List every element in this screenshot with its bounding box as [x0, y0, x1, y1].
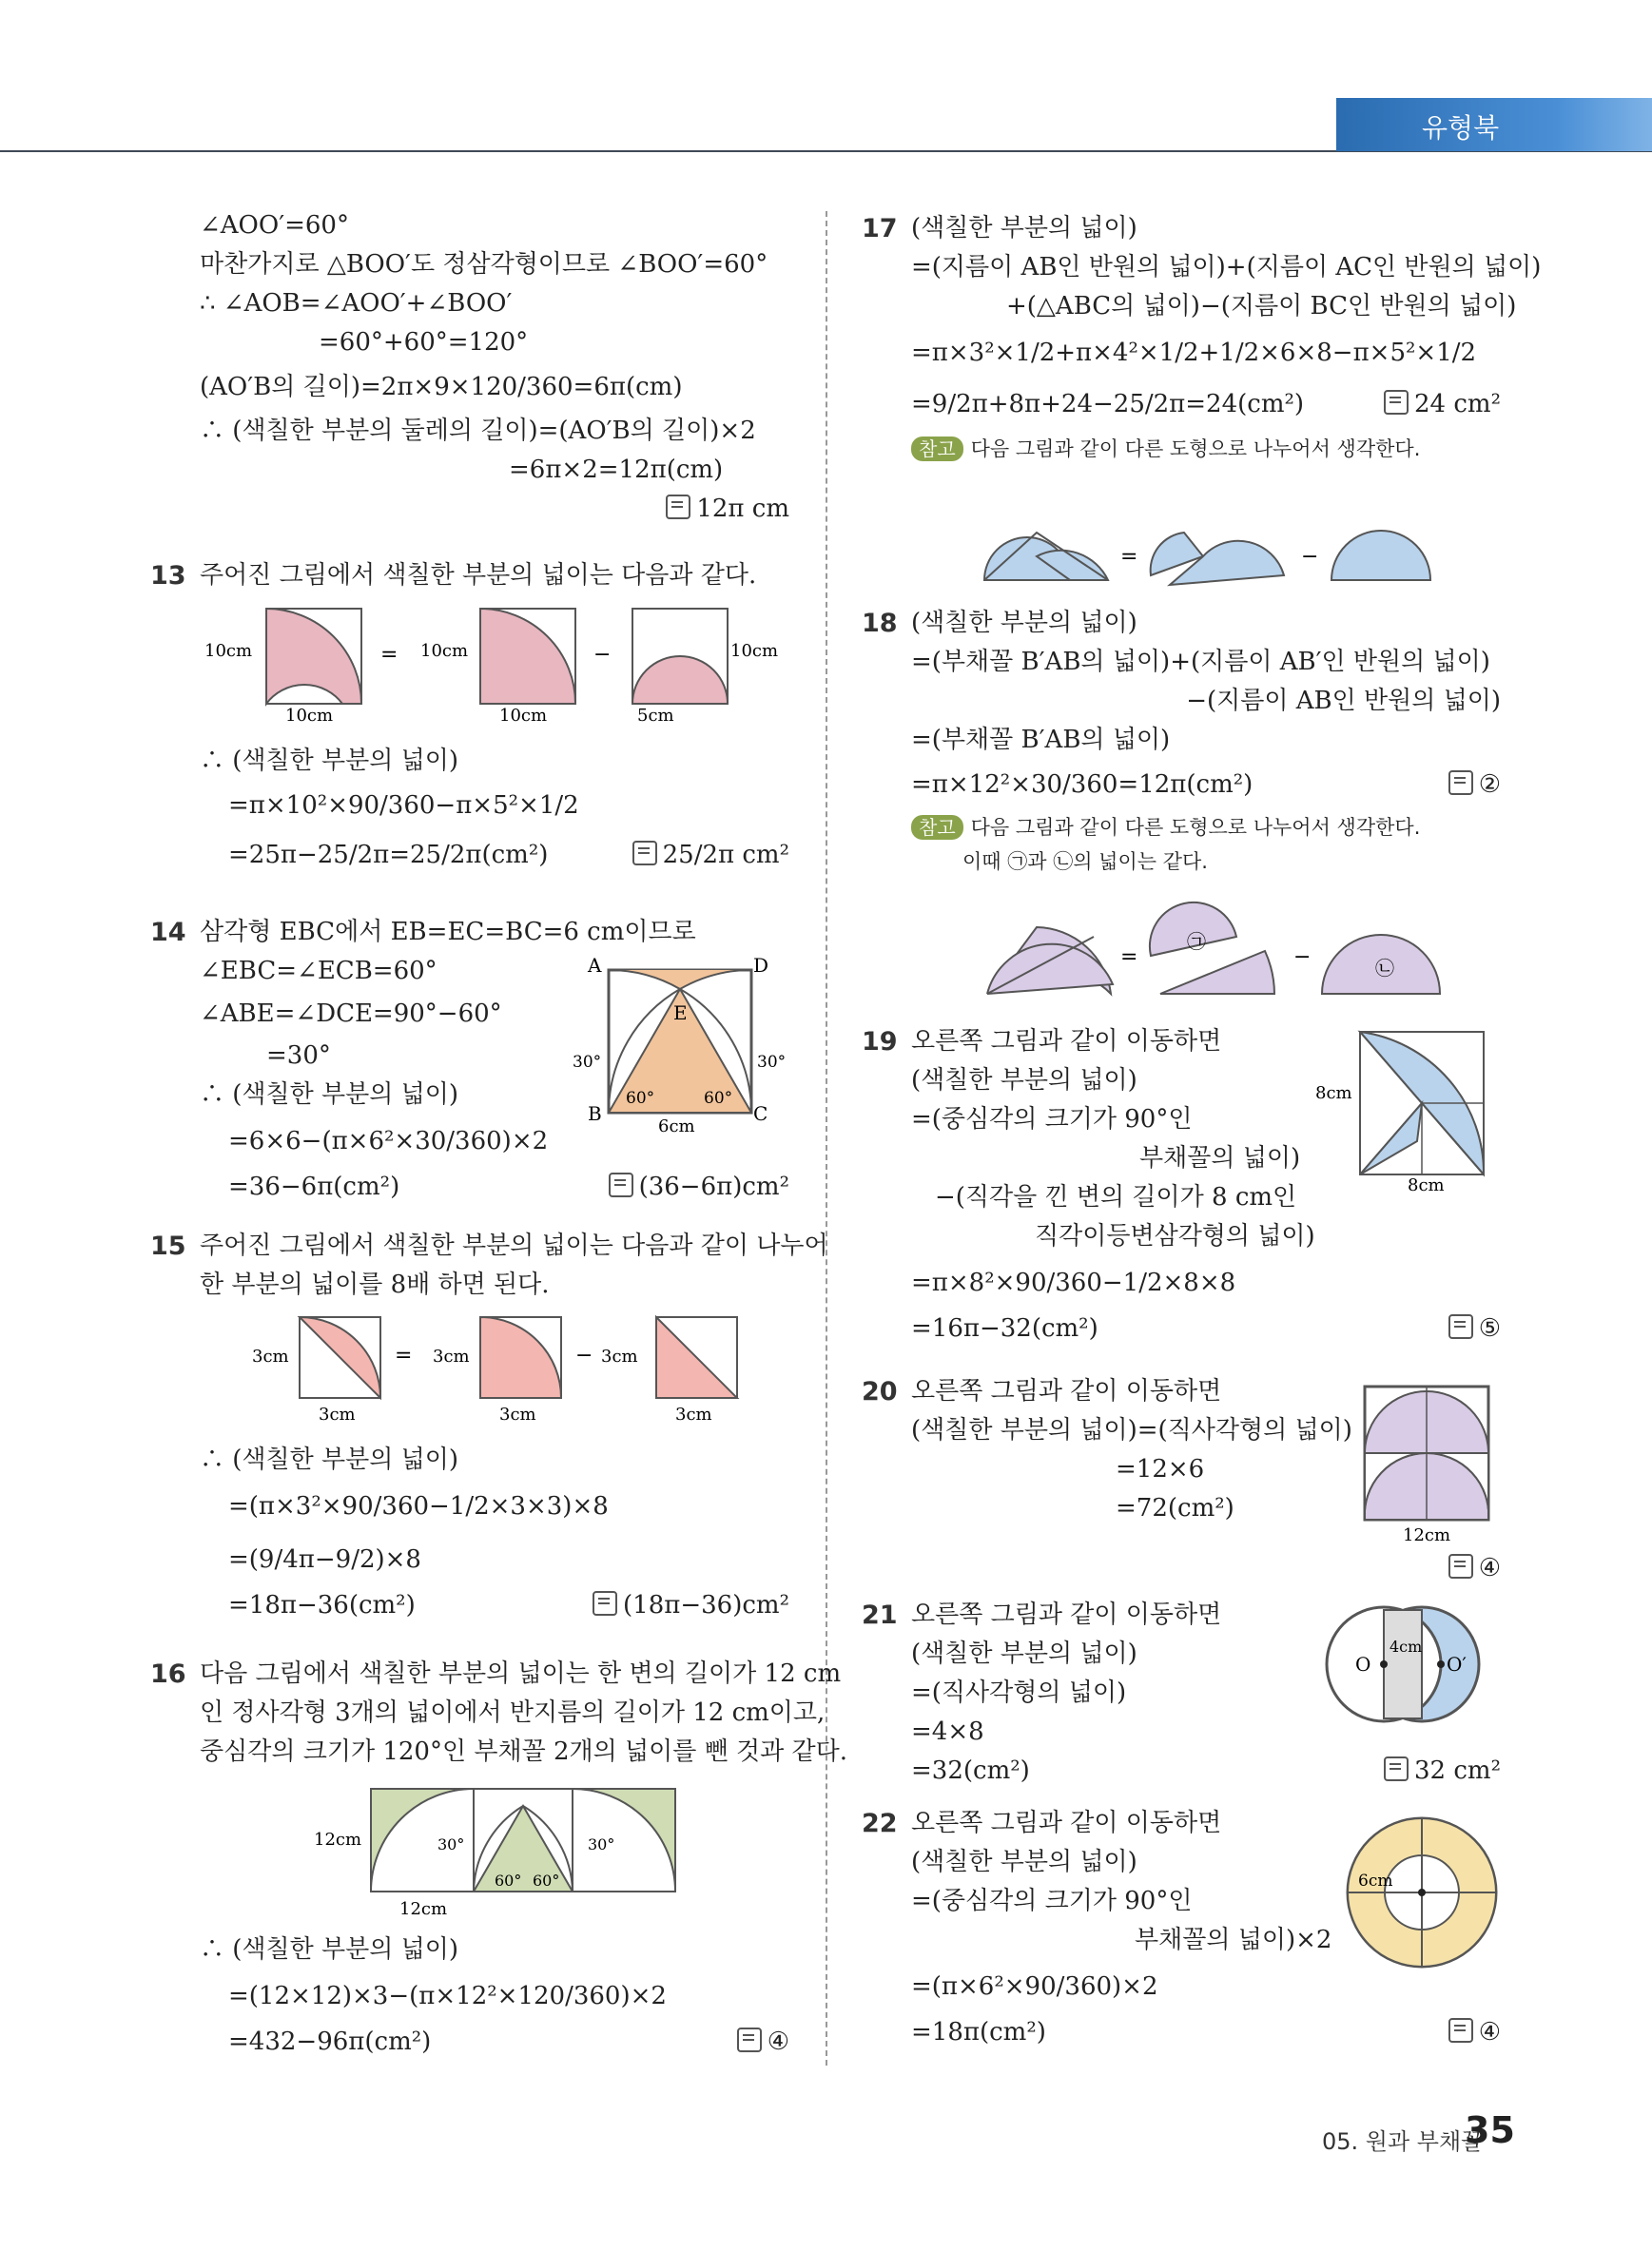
answer-icon — [1448, 1314, 1473, 1339]
problem-15 — [150, 1227, 828, 1305]
line: ∠AOO′=60° — [200, 211, 349, 240]
answer-row — [911, 379, 1501, 429]
line: =60°+60°=120° — [319, 328, 529, 357]
line: =(직사각형의 넓이) — [911, 1679, 1127, 1707]
note-row — [911, 429, 1501, 468]
footer-section: 05. 원과 부채꼴 — [1322, 2128, 1484, 2155]
fig-label: 3cm — [319, 1405, 356, 1425]
answer-row — [911, 1752, 1501, 1791]
fig-label: 6cm — [658, 1116, 695, 1136]
line: 부채꼴의 넓이)×2 — [1135, 1926, 1332, 1954]
line: =(π×6²×90/360)×2 — [911, 1972, 1158, 2001]
fig-label: 6cm — [1358, 1872, 1393, 1891]
line: =(부채꼴 B′AB의 넓이)+(지름이 AB′인 반원의 넓이) — [911, 648, 1490, 676]
line: =12×6 — [1116, 1455, 1205, 1484]
answer — [593, 1586, 789, 1625]
fig-label: 30° — [573, 1053, 602, 1072]
line: 오른쪽 그림과 같이 이동하면 — [911, 1601, 1222, 1629]
figure-16 — [304, 1783, 704, 1921]
fig-label: 12cm — [314, 1830, 362, 1850]
line: 인 정사각형 3개의 넓이에서 반지름의 길이가 12 cm이고, — [200, 1698, 826, 1727]
line: =32(cm²) — [911, 1756, 1030, 1785]
fig15-square-2 — [480, 1317, 561, 1398]
problem-18 — [862, 604, 1501, 878]
line: ∴ (색칠한 부분의 넓이) — [200, 1446, 459, 1474]
fig-label: = — [1120, 545, 1138, 569]
line: =(중심각의 크기가 90°인 — [911, 1105, 1193, 1134]
problem-17 — [862, 209, 1542, 468]
answer-text: ② — [1478, 770, 1501, 799]
fig-label: 3cm — [433, 1347, 470, 1367]
line: −(직각을 낀 변의 길이가 8 cm인 — [935, 1183, 1297, 1212]
line: =π×3²×1/2+π×4²×1/2+1/2×6×8−π×5²×1/2 — [911, 339, 1477, 367]
fig-label: 30° — [588, 1835, 615, 1853]
note-row — [911, 809, 1501, 844]
problem-number: 20 — [862, 1377, 898, 1407]
answer-row — [911, 1549, 1501, 1588]
line: =6π×2=12π(cm) — [509, 456, 724, 484]
answer-text: ④ — [767, 2028, 789, 2056]
figure-18 — [980, 899, 1446, 1008]
line: (색칠한 부분의 넓이) — [911, 214, 1137, 243]
answer-text: (36−6π)cm² — [638, 1173, 789, 1201]
line: (색칠한 부분의 넓이) — [911, 1066, 1137, 1095]
line: =18π−36(cm²) — [228, 1591, 416, 1620]
fig-label: 30° — [757, 1053, 787, 1072]
line: (AO′B의 길이)=2π×9×120/360=6π(cm) — [200, 373, 683, 401]
answer-row — [200, 490, 789, 529]
section-tab — [1336, 98, 1652, 151]
fig-label: 12cm — [1403, 1525, 1451, 1545]
fig-label: ㉠ — [1187, 930, 1206, 953]
answer-icon — [1384, 1756, 1409, 1781]
fig-label: A — [588, 954, 602, 977]
fig-label: B — [588, 1102, 602, 1125]
line: =9/2π+8π+24−25/2π=24(cm²) — [911, 390, 1305, 418]
answer — [1384, 379, 1501, 429]
fig-label: 4cm — [1390, 1638, 1423, 1656]
answer-row — [911, 760, 1501, 809]
answer-icon — [1384, 390, 1409, 415]
answer-text: ⑤ — [1478, 1314, 1501, 1343]
fig-label: E — [673, 1001, 688, 1024]
line: =(중심각의 크기가 90°인 — [911, 1887, 1193, 1915]
fig-label: = — [395, 1344, 413, 1368]
fig-label: ㉡ — [1375, 957, 1394, 980]
answer-text: 12π cm — [696, 495, 789, 523]
fig-label: 12cm — [399, 1899, 448, 1919]
answer-icon — [632, 841, 657, 865]
answer-text: 24 cm² — [1414, 390, 1501, 418]
note-text: 다음 그림과 같이 다른 도형으로 나누어서 생각한다. — [970, 437, 1421, 460]
fig-label: 3cm — [252, 1347, 289, 1367]
line: =(9/4π−9/2)×8 — [228, 1545, 421, 1574]
section-tab-label: 유형북 — [1422, 112, 1500, 144]
answer — [737, 2023, 789, 2062]
line: ∴ ∠AOB=∠AOO′+∠BOO′ — [200, 289, 513, 318]
fig-label: − — [1301, 545, 1319, 569]
fig-label: 3cm — [601, 1347, 638, 1367]
answer-row — [200, 2023, 789, 2062]
line: 부채꼴의 넓이) — [1139, 1144, 1301, 1173]
fig15-square-3 — [656, 1317, 737, 1398]
answer — [1448, 1549, 1501, 1588]
answer-icon — [666, 495, 690, 519]
fig15-square-1 — [300, 1317, 380, 1398]
problem-number: 21 — [862, 1601, 898, 1630]
line: (색칠한 부분의 넓이)=(직사각형의 넓이) — [911, 1416, 1352, 1445]
line: =π×12²×30/360=12π(cm²) — [911, 770, 1254, 799]
problem-16 — [150, 1655, 847, 1772]
note-tag: 참고 — [911, 437, 963, 461]
line: =(π×3²×90/360−1/2×3×3)×8 — [228, 1492, 609, 1521]
fig-label: 8cm — [1315, 1083, 1352, 1103]
fig-label: = — [380, 643, 398, 667]
line: +(△ABC의 넓이)−(지름이 BC인 반원의 넓이) — [1006, 292, 1517, 320]
problem-number: 22 — [862, 1809, 898, 1838]
line: −(지름이 AB인 반원의 넓이) — [1186, 687, 1501, 715]
line: (색칠한 부분의 넓이) — [911, 1640, 1137, 1668]
fig-label: O′ — [1447, 1653, 1467, 1676]
fig-label: 3cm — [499, 1405, 536, 1425]
problem-15-solution — [200, 1441, 789, 1625]
line: ∴ (색칠한 부분의 넓이) — [200, 1080, 459, 1109]
line: =72(cm²) — [1116, 1494, 1234, 1523]
problem-number: 17 — [862, 214, 898, 243]
answer-icon — [1448, 2018, 1473, 2043]
fig-label: 60° — [533, 1872, 560, 1890]
line: 직각이등변삼각형의 넓이) — [1035, 1222, 1315, 1251]
fig-label: = — [1120, 945, 1138, 969]
answer-row — [200, 1168, 789, 1207]
line: =16π−32(cm²) — [911, 1314, 1098, 1343]
line: =(부채꼴 B′AB의 넓이) — [911, 726, 1171, 754]
fig-label: − — [1293, 945, 1312, 969]
line: =(지름이 AB인 반원의 넓이)+(지름이 AC인 반원의 넓이) — [911, 253, 1542, 281]
line: ∠EBC=∠ECB=60° — [200, 957, 437, 985]
line: 오른쪽 그림과 같이 이동하면 — [911, 1809, 1222, 1837]
answer-text: 25/2π cm² — [662, 841, 789, 869]
fig-label: 10cm — [420, 641, 469, 661]
fig-label: 3cm — [675, 1405, 712, 1425]
fig-label: − — [575, 1344, 593, 1368]
fig13-square-3 — [632, 609, 728, 704]
line: 삼각형 EBC에서 EB=EC=BC=6 cm이므로 — [200, 918, 696, 946]
fig-label: 8cm — [1408, 1175, 1445, 1195]
line: ∴ (색칠한 부분의 넓이) — [200, 1935, 459, 1964]
fig-label: C — [753, 1102, 768, 1125]
problem-number: 19 — [862, 1027, 898, 1057]
answer-icon — [737, 2028, 762, 2052]
answer-text: 32 cm² — [1414, 1756, 1501, 1785]
answer — [666, 490, 789, 529]
problem-number: 16 — [150, 1659, 186, 1689]
figure-20 — [1351, 1377, 1503, 1548]
problem-13-solution — [200, 742, 789, 880]
line: =π×10²×90/360−π×5²×1/2 — [228, 791, 579, 820]
fig-label: 10cm — [204, 641, 253, 661]
answer-text: (18π−36)cm² — [623, 1591, 789, 1620]
line: 오른쪽 그림과 같이 이동하면 — [911, 1027, 1222, 1056]
answer-icon — [609, 1173, 633, 1197]
line: ∴ (색칠한 부분의 넓이) — [200, 747, 459, 775]
page-number: 35 — [1465, 2109, 1515, 2151]
fig-label: 10cm — [285, 706, 334, 726]
figure-19 — [1312, 1027, 1503, 1198]
answer-text: ④ — [1478, 2018, 1501, 2047]
line: 오른쪽 그림과 같이 이동하면 — [911, 1377, 1222, 1406]
fig-label: − — [593, 643, 612, 667]
fig-label: D — [753, 954, 769, 977]
fig-label: 10cm — [730, 641, 779, 661]
fig-label: 60° — [495, 1872, 522, 1890]
figure-17 — [980, 504, 1436, 599]
fig13-square-2 — [480, 609, 575, 704]
line: 다음 그림에서 색칠한 부분의 넓이는 한 변의 길이가 12 cm — [200, 1659, 842, 1688]
answer-row — [911, 2013, 1501, 2052]
line: (색칠한 부분의 넓이) — [911, 1848, 1137, 1876]
answer — [1448, 2013, 1501, 2052]
line: =30° — [266, 1041, 331, 1070]
line: =25π−25/2π=25/2π(cm²) — [228, 841, 549, 869]
note-text: 다음 그림과 같이 다른 도형으로 나누어서 생각한다. — [970, 816, 1421, 839]
figure-22 — [1341, 1812, 1503, 1973]
figure-14 — [571, 951, 799, 1141]
answer — [609, 1168, 789, 1207]
answer — [1448, 1310, 1501, 1349]
answer-row — [911, 1310, 1501, 1349]
line: ∴ (색칠한 부분의 둘레의 길이)=(AO′B의 길이)×2 — [200, 417, 756, 445]
note-tag: 참고 — [911, 815, 963, 840]
problem-16-solution — [200, 1931, 789, 2062]
line: =432−96π(cm²) — [228, 2028, 432, 2056]
answer — [1384, 1752, 1501, 1791]
note-row — [911, 844, 1501, 878]
line: =18π(cm²) — [911, 2018, 1046, 2047]
figure-15 — [247, 1308, 761, 1431]
line: =(12×12)×3−(π×12²×120/360)×2 — [228, 1982, 667, 2010]
figure-21 — [1317, 1602, 1507, 1736]
line: =6×6−(π×6²×30/360)×2 — [228, 1127, 549, 1155]
problem-13 — [150, 556, 789, 595]
answer-row — [200, 1586, 789, 1625]
problem-number: 14 — [150, 918, 186, 947]
line: 주어진 그림에서 색칠한 부분의 넓이는 다음과 같다. — [200, 561, 757, 590]
line: (색칠한 부분의 넓이) — [911, 609, 1137, 637]
problem-number: 15 — [150, 1232, 186, 1261]
answer-text: ④ — [1478, 1554, 1501, 1582]
line: =36−6π(cm²) — [228, 1173, 400, 1201]
line: ∠ABE=∠DCE=90°−60° — [200, 999, 502, 1028]
fig13-square-1 — [266, 609, 361, 704]
answer — [1448, 760, 1501, 809]
answer-row — [200, 830, 789, 880]
problem-number: 13 — [150, 561, 186, 591]
line: 마찬가지로 △BOO′도 정삼각형이므로 ∠BOO′=60° — [200, 250, 768, 279]
fig-label: 60° — [626, 1089, 655, 1108]
note-text: 이때 ㉠과 ㉡의 넓이는 같다. — [962, 850, 1208, 873]
figure-13 — [200, 599, 789, 732]
fig-label: 10cm — [499, 706, 548, 726]
answer-icon — [1448, 770, 1473, 795]
line: =π×8²×90/360−1/2×8×8 — [911, 1269, 1236, 1297]
line: 한 부분의 넓이를 8배 하면 된다. — [200, 1271, 550, 1299]
left-column — [200, 206, 789, 529]
fig-label: 60° — [704, 1089, 733, 1108]
line: =4×8 — [911, 1717, 984, 1746]
problem-number: 18 — [862, 609, 898, 638]
fig-label: 30° — [437, 1835, 465, 1853]
fig-label: 5cm — [637, 706, 674, 726]
fig-label: O — [1355, 1653, 1371, 1676]
line: 주어진 그림에서 색칠한 부분의 넓이는 다음과 같이 나누어 — [200, 1232, 828, 1260]
answer-icon — [593, 1591, 617, 1616]
answer — [632, 830, 789, 880]
answer-icon — [1448, 1554, 1473, 1579]
column-divider — [826, 211, 827, 2066]
line: 중심각의 크기가 120°인 부채꼴 2개의 넓이를 뺀 것과 같다. — [200, 1737, 847, 1766]
